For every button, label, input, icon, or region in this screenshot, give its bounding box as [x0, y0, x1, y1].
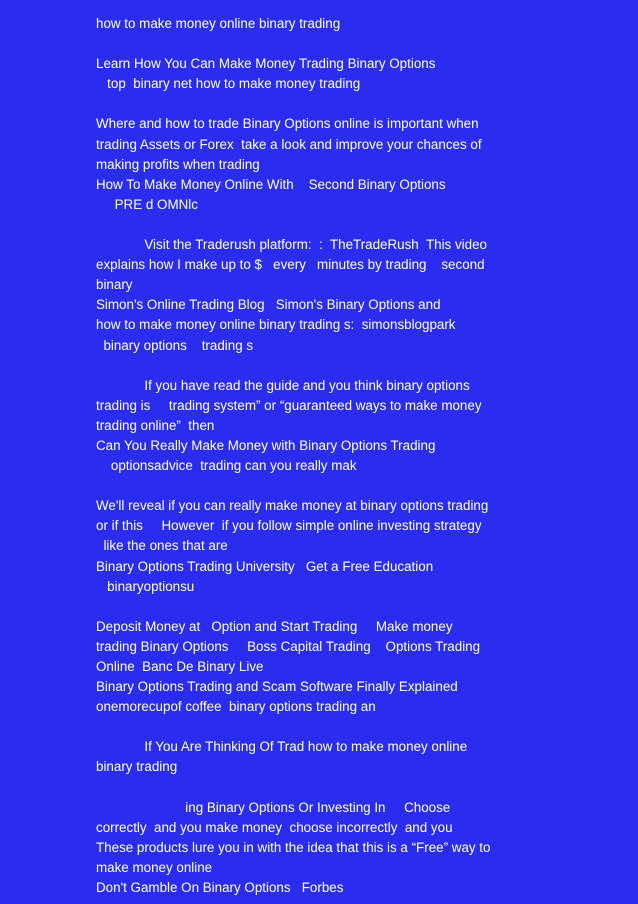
text-line: How To Make Money Online With Second Binary Options: [96, 176, 446, 192]
text-line: These products lure you in with the idea that this is a “Free” way to: [96, 839, 491, 855]
text-line: binary trading: [96, 759, 178, 775]
text-line: trading Assets or Forex take a look and improve your chances of: [96, 136, 482, 152]
text-line: Visit the Traderush platform: : TheTradeRush This video: [96, 237, 487, 253]
blank-line: [96, 778, 626, 798]
text-line: trading online” then: [96, 417, 215, 433]
text-line: how to make money online binary trading s: simonsblogpark: [96, 317, 456, 333]
text-line: Deposit Money at Option and Start Trading Make money: [96, 618, 453, 634]
text-line: trading Binary Options Boss Capital Trading Options Trading: [96, 638, 481, 654]
text-line: binary options trading s: [96, 337, 254, 353]
document-page: [96, 14, 626, 898]
text-line: Where and how to trade Binary Options online is important when: [96, 116, 479, 132]
blank-line: [96, 356, 626, 376]
blank-line: [96, 94, 626, 114]
text-line: ing Binary Options Or Investing In Choose: [96, 799, 451, 815]
text-line: Can You Really Make Money with Binary Options Trading: [96, 437, 436, 453]
blank-line: [96, 717, 626, 737]
text-line: PRE d OMNlc: [96, 196, 198, 212]
text-line: optionsadvice trading can you really mak: [96, 458, 357, 474]
text-line: Binary Options Trading University Get a Free Education: [96, 558, 434, 574]
blank-line: [96, 34, 626, 54]
text-line: onemorecupof coffee binary options trading an: [96, 699, 376, 715]
blank-line: [96, 215, 626, 235]
text-line: making profits when trading: [96, 156, 260, 172]
text-line: make money online: [96, 859, 213, 875]
text-line: how to make money online binary trading: [96, 16, 341, 31]
blank-line: [96, 597, 626, 617]
text-line: correctly and you make money choose incorrectly and you: [96, 819, 453, 835]
text-line: Binary Options Trading and Scam Software Finally Explained: [96, 679, 458, 695]
text-line: Online Banc De Binary Live: [96, 659, 264, 674]
text-line: trading is trading system” or “guaranteed ways to make money: [96, 397, 482, 413]
text-line: If You Are Thinking Of Trad how to make money online: [96, 739, 468, 755]
blank-line: [96, 476, 626, 496]
text-line: explains how I make up to $ every minutes by trading second: [96, 257, 485, 273]
text-line: like the ones that are: [96, 538, 228, 554]
text-line: Simon's Online Trading Blog Simon's Binary Options and: [96, 297, 441, 313]
text-line: If you have read the guide and you think binary options: [96, 377, 470, 393]
text-line: Learn How You Can Make Money Trading Binary Options: [96, 56, 436, 72]
text-line: Don't Gamble On Binary Options Forbes: [96, 880, 344, 896]
text-line: We'll reveal if you can really make money at binary options trading: [96, 498, 489, 514]
text-line: or if this However if you follow simple online investing strategy: [96, 518, 482, 534]
text-line: top binary net how to make money trading: [96, 76, 361, 92]
text-line: binary: [96, 277, 133, 293]
text-line: binaryoptionsu: [96, 578, 195, 594]
